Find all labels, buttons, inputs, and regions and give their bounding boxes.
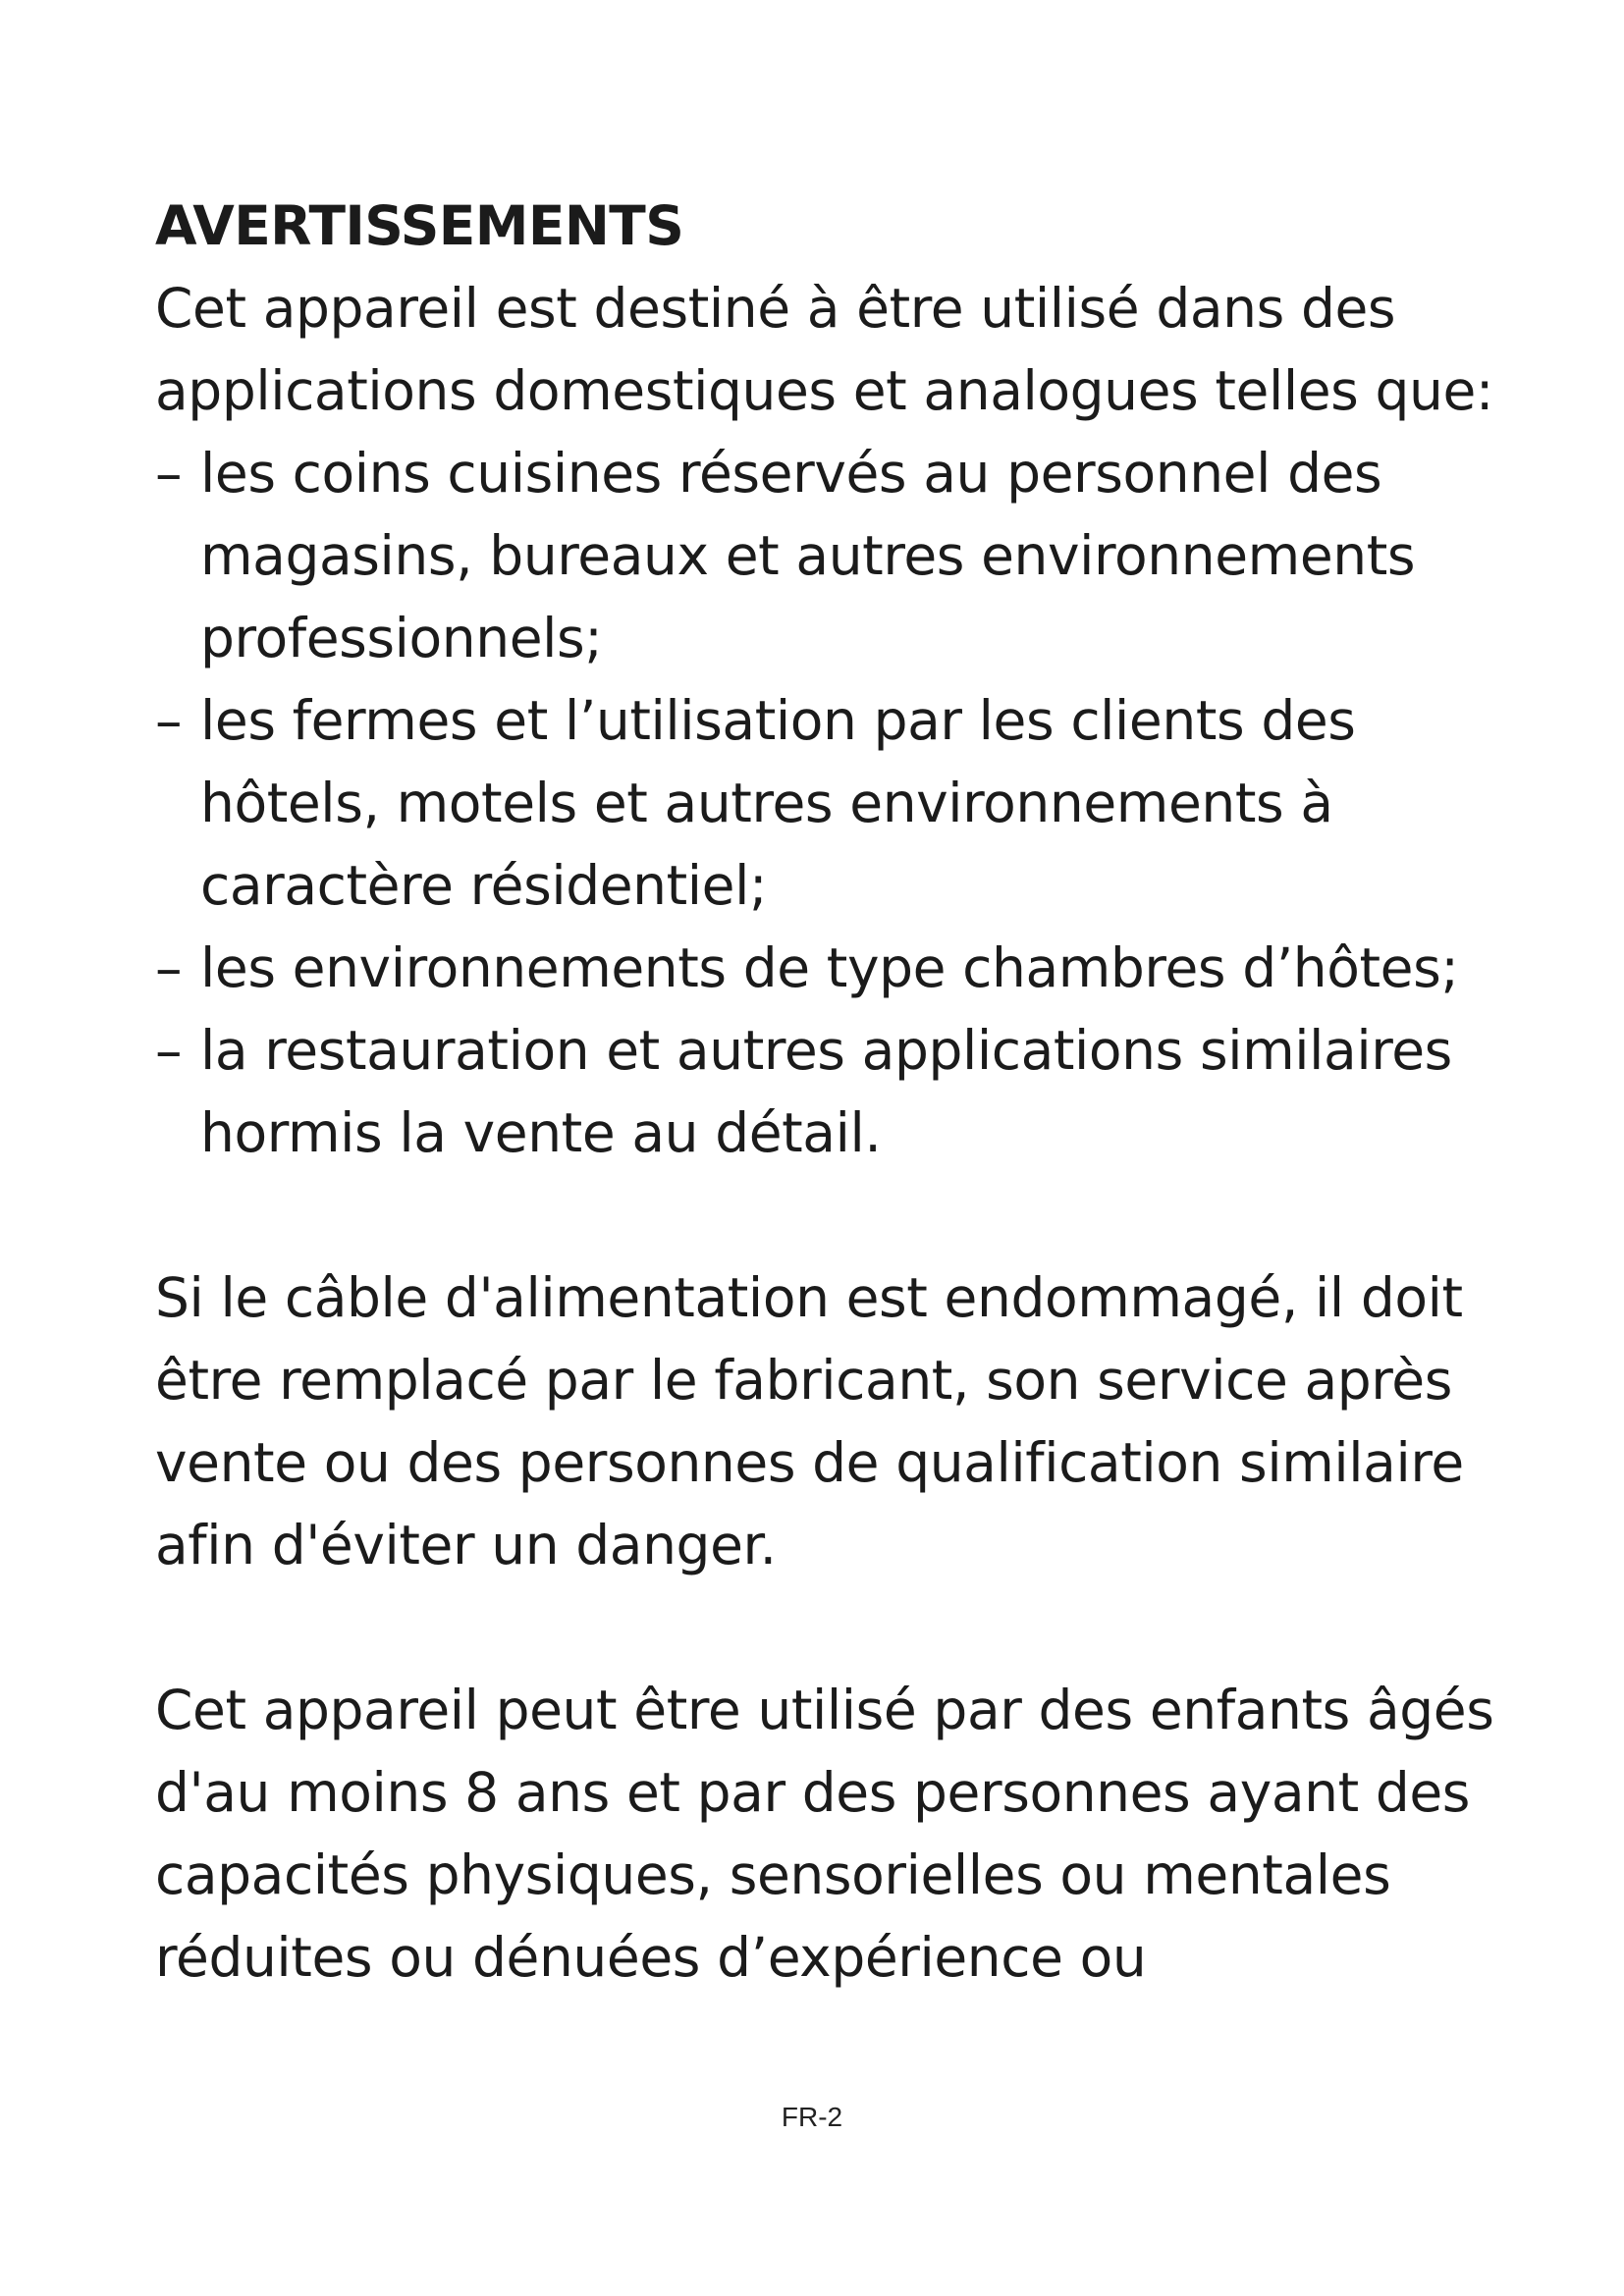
list-item bbox=[155, 432, 1549, 679]
list-item bbox=[155, 679, 1549, 927]
paragraph-spacer bbox=[155, 1586, 1549, 1669]
list-item bbox=[155, 1009, 1549, 1174]
intro-paragraph: Cet appareil est destiné à être utilisé dans des applications domestiques et analogues telles que: bbox=[155, 277, 1494, 422]
paragraph-spacer bbox=[155, 1174, 1549, 1256]
list-item-text: les coins cuisines réservés au personnel des magasins, bureaux et autres environnements professionnels; bbox=[200, 442, 1416, 669]
list-item-text: les fermes et l’utilisation par les clients des hôtels, motels et autres environnements à caractère résidentiel; bbox=[200, 689, 1356, 917]
dash-marker: – bbox=[155, 1019, 183, 1082]
list-item bbox=[155, 927, 1549, 1009]
dash-marker: – bbox=[155, 689, 183, 752]
page-number: FR-2 bbox=[781, 2102, 843, 2132]
page-heading: AVERTISSEMENTS bbox=[155, 194, 684, 257]
usage-list bbox=[155, 432, 1549, 1174]
list-item-text: la restauration et autres applications similaires hormis la vente au détail. bbox=[200, 1019, 1452, 1164]
dash-marker: – bbox=[155, 442, 183, 505]
cable-warning-paragraph: Si le câble d'alimentation est endommagé, il doit être remplacé par le fabricant, son service après vente ou des personnes de qualification similaire afin d'éviter un danger. bbox=[155, 1266, 1464, 1576]
page-content bbox=[155, 185, 1549, 1999]
list-item-text: les environnements de type chambres d’hôtes; bbox=[200, 936, 1459, 999]
children-warning-paragraph: Cet appareil peut être utilisé par des enfants âgés d'au moins 8 ans et par des personnes ayant des capacités physiques, sensorielles ou mentales réduites ou dénuées d’expérience ou bbox=[155, 1679, 1494, 1989]
dash-marker: – bbox=[155, 936, 183, 999]
